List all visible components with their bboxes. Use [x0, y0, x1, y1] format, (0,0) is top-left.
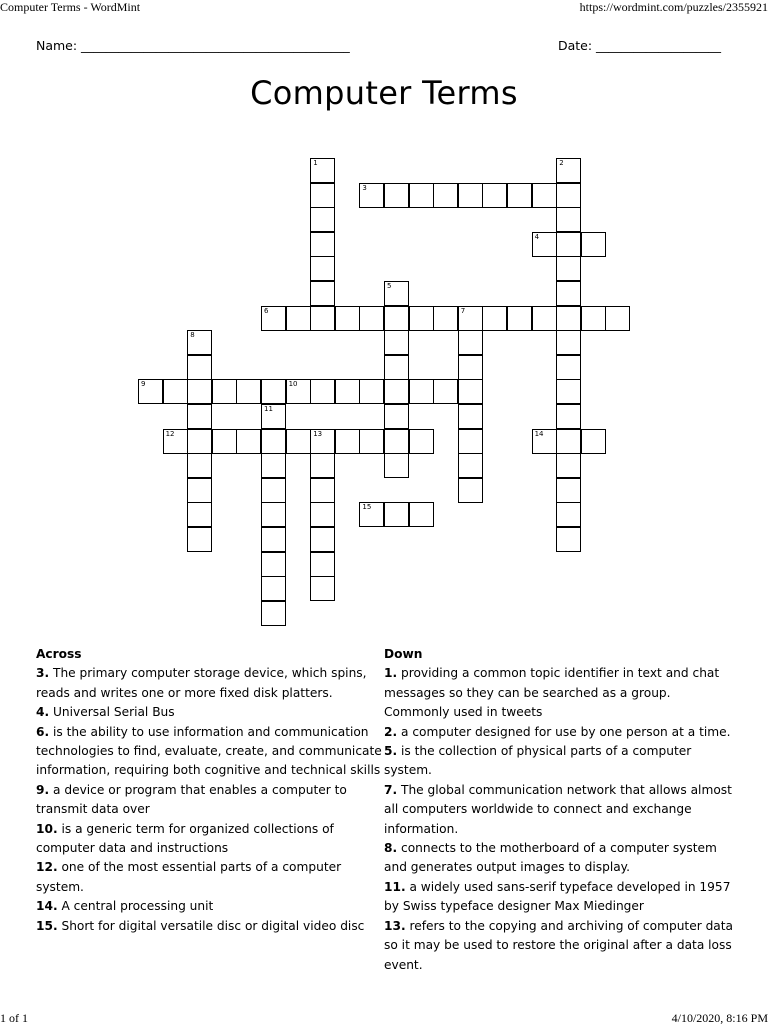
crossword-cell [212, 429, 237, 454]
crossword-cell [187, 330, 212, 355]
clue-item-text: a device or program that enables a computer to transmit data over [36, 782, 347, 817]
crossword-cell [433, 306, 458, 331]
crossword-cell [384, 379, 409, 404]
clue-item-number: 1. [384, 666, 398, 681]
clue-number: 3 [362, 183, 367, 192]
crossword-cell [581, 232, 606, 257]
crossword-cell [310, 576, 335, 601]
crossword-cell [532, 232, 557, 257]
crossword-cell [556, 281, 581, 306]
clue-item [384, 742, 734, 781]
clue-item [36, 897, 382, 916]
clue-item-text: refers to the copying and archiving of computer data so it may be used to restore the original after a data loss event. [384, 918, 734, 972]
clue-item-number: 9. [36, 782, 50, 797]
crossword-cell [556, 355, 581, 380]
down-heading: Down [384, 647, 423, 661]
crossword-cell [556, 330, 581, 355]
clue-item-text: The global communication network that allows almost all computers worldwide to connect and exchange information. [384, 782, 732, 836]
print-footer-timestamp: 4/10/2020, 8:16 PM [671, 1011, 768, 1025]
clue-item-number: 12. [36, 860, 58, 875]
clue-item-text: The primary computer storage device, which spins, reads and writes one or more fixed disk platters. [36, 666, 367, 700]
clue-number: 14 [534, 429, 544, 438]
crossword-cell [261, 601, 286, 626]
crossword-cell [163, 379, 188, 404]
clue-item-number: 11. [384, 879, 406, 894]
crossword-cell [212, 379, 237, 404]
crossword-cell [187, 527, 212, 552]
clue-number: 4 [534, 232, 540, 241]
crossword-cell [384, 404, 409, 429]
crossword-cell [261, 453, 286, 478]
page-title: Computer Terms [250, 74, 518, 112]
crossword-cell [507, 306, 532, 331]
clue-item-text: a widely used sans-serif typeface developed in 1957 by Swiss typeface designer Max Miedinger [384, 879, 731, 914]
crossword-cell [556, 404, 581, 429]
crossword-cell [384, 453, 409, 478]
crossword-cell [236, 429, 261, 454]
clue-item [36, 917, 382, 936]
crossword-cell [310, 281, 335, 306]
crossword-cell [261, 502, 286, 527]
clue-item-text: is the ability to use information and communication technologies to find, evaluate, create, and communicate information, requiring both cognitive and technical skills [36, 724, 382, 778]
crossword-cell [556, 453, 581, 478]
crossword-cell [335, 379, 360, 404]
clue-item [384, 781, 734, 839]
crossword-cell [482, 306, 507, 331]
crossword-cell [409, 379, 434, 404]
clue-item-text: Short for digital versatile disc or digital video disc [57, 918, 365, 933]
print-header-title: Computer Terms - WordMint [0, 0, 141, 14]
crossword-cell [556, 527, 581, 552]
clue-item-number: 6. [36, 724, 50, 739]
clue-number: 5 [387, 282, 392, 290]
crossword-cell [310, 158, 335, 183]
clue-item-number: 14. [36, 899, 58, 914]
crossword-cell [187, 502, 212, 527]
clue-item-number: 3. [36, 666, 50, 681]
crossword-cell [458, 404, 483, 429]
crossword-cell [556, 379, 581, 404]
crossword-cell [458, 453, 483, 478]
crossword-cell [556, 306, 581, 331]
clue-number: 13 [313, 429, 323, 438]
clue-item-number: 7. [384, 782, 398, 797]
crossword-cell [458, 478, 483, 503]
clue-number: 1 [313, 159, 318, 167]
crossword-cell [556, 232, 581, 257]
crossword-cell [310, 478, 335, 503]
crossword-cell [556, 429, 581, 454]
crossword-cell [359, 429, 384, 454]
crossword-cell [261, 379, 286, 404]
clue-item-text: one of the most essential parts of a computer system. [36, 860, 342, 894]
crossword-cell [384, 355, 409, 380]
clue-number: 6 [264, 306, 269, 315]
clue-item [36, 858, 382, 897]
clue-item [36, 820, 382, 859]
crossword-cell [359, 379, 384, 404]
crossword-cell [310, 183, 335, 208]
clue-item [384, 664, 734, 722]
crossword-cell [310, 502, 335, 527]
crossword-cell [310, 429, 335, 454]
crossword-cell [605, 306, 630, 331]
crossword-cell [556, 478, 581, 503]
clue-number: 12 [165, 429, 175, 438]
clue-number: 2 [559, 159, 564, 167]
crossword-cell [261, 429, 286, 454]
crossword-cell [187, 453, 212, 478]
name-field-label: Name: ___________________________________________ [36, 38, 350, 53]
date-field-label: Date: ____________________ [558, 38, 722, 53]
crossword-cell [236, 379, 261, 404]
crossword-cell [556, 207, 581, 232]
crossword-cell [261, 404, 286, 429]
crossword-cell [458, 429, 483, 454]
crossword-cell [187, 404, 212, 429]
crossword-cell [556, 256, 581, 281]
crossword-cell [187, 379, 212, 404]
clue-item-number: 10. [36, 821, 58, 836]
clue-item-text: connects to the motherboard of a computer system and generates output images to display. [384, 841, 717, 875]
crossword-cell [335, 429, 360, 454]
clue-item-number: 8. [384, 841, 398, 856]
crossword-cell [286, 429, 311, 454]
crossword-cell [581, 306, 606, 331]
crossword-cell [261, 306, 286, 331]
across-clues [36, 645, 382, 936]
clue-item [36, 781, 382, 820]
clue-item [384, 723, 734, 742]
clue-item-text: Universal Serial Bus [49, 705, 175, 720]
clue-item-text: A central processing unit [57, 899, 214, 914]
across-heading: Across [36, 647, 82, 661]
clue-item-number: 2. [384, 724, 398, 739]
crossword-cell [187, 355, 212, 380]
crossword-cell [384, 429, 409, 454]
crossword-cell [335, 306, 360, 331]
crossword-cell [409, 429, 434, 454]
clue-item-text: is a generic term for organized collections of computer data and instructions [36, 821, 334, 856]
crossword-cell [409, 306, 434, 331]
crossword-cell [507, 183, 532, 208]
crossword-cell [556, 502, 581, 527]
clue-number: 8 [190, 331, 195, 340]
clue-item [384, 878, 734, 917]
across-clue-list [36, 664, 382, 936]
crossword-cell [556, 158, 581, 183]
clue-item [36, 703, 382, 722]
clue-item [384, 917, 734, 975]
clue-number: 11 [264, 405, 273, 413]
crossword-cell [310, 527, 335, 552]
clue-number: 7 [460, 306, 466, 315]
crossword-cell [556, 183, 581, 208]
clue-item-number: 13. [384, 918, 406, 933]
down-clue-list [384, 664, 734, 975]
clue-item-text: a computer designed for use by one person at a time. [397, 724, 731, 739]
crossword-cell [581, 429, 606, 454]
down-clues [384, 645, 734, 975]
crossword-cell [359, 306, 384, 331]
clue-item-number: 4. [36, 705, 50, 720]
crossword-cell [310, 306, 335, 331]
crossword-cell [310, 207, 335, 232]
crossword-cell [261, 576, 286, 601]
crossword-cell [163, 429, 188, 454]
crossword-cell [458, 183, 483, 208]
crossword-cell [384, 330, 409, 355]
crossword-cell [458, 379, 483, 404]
clue-item-text: providing a common topic identifier in text and chat messages so they can be searched as a group. Commonly used in tweets [384, 666, 720, 720]
crossword-cell [384, 183, 409, 208]
crossword-cell [310, 552, 335, 577]
clue-item [384, 839, 734, 878]
print-footer-page-count: 1 of 1 [0, 1011, 28, 1025]
clue-number: 9 [141, 380, 146, 389]
crossword-cell [384, 281, 409, 306]
crossword-cell [187, 478, 212, 503]
crossword-cell [384, 502, 409, 527]
crossword-cell [482, 183, 507, 208]
clue-number: 15 [362, 503, 372, 512]
crossword-cell [261, 527, 286, 552]
crossword-cell [310, 453, 335, 478]
print-header-url: https://wordmint.com/puzzles/2355921 [579, 0, 768, 14]
crossword-cell [310, 256, 335, 281]
crossword-cell [138, 379, 163, 404]
clue-item [36, 664, 382, 703]
clue-item-text: is the collection of physical parts of a computer system. [384, 744, 692, 778]
crossword-cell [433, 183, 458, 208]
crossword-cell [532, 429, 557, 454]
crossword-cell [532, 306, 557, 331]
clue-number: 10 [288, 380, 298, 389]
crossword-cell [409, 502, 434, 527]
clue-item-number: 5. [384, 744, 398, 759]
crossword-cell [458, 330, 483, 355]
crossword-cell [409, 183, 434, 208]
crossword-cell [286, 379, 311, 404]
crossword-cell [310, 379, 335, 404]
clue-item [36, 723, 382, 781]
clue-item-number: 15. [36, 918, 58, 933]
crossword-cell [384, 306, 409, 331]
crossword-cell [187, 429, 212, 454]
crossword-cell [458, 306, 483, 331]
crossword-cell [532, 183, 557, 208]
crossword-cell [458, 355, 483, 380]
crossword-cell [433, 379, 458, 404]
crossword-cell [359, 502, 384, 527]
crossword-cell [359, 183, 384, 208]
crossword-cell [261, 478, 286, 503]
crossword-cell [310, 232, 335, 257]
crossword-cell [286, 306, 311, 331]
crossword-cell [261, 552, 286, 577]
